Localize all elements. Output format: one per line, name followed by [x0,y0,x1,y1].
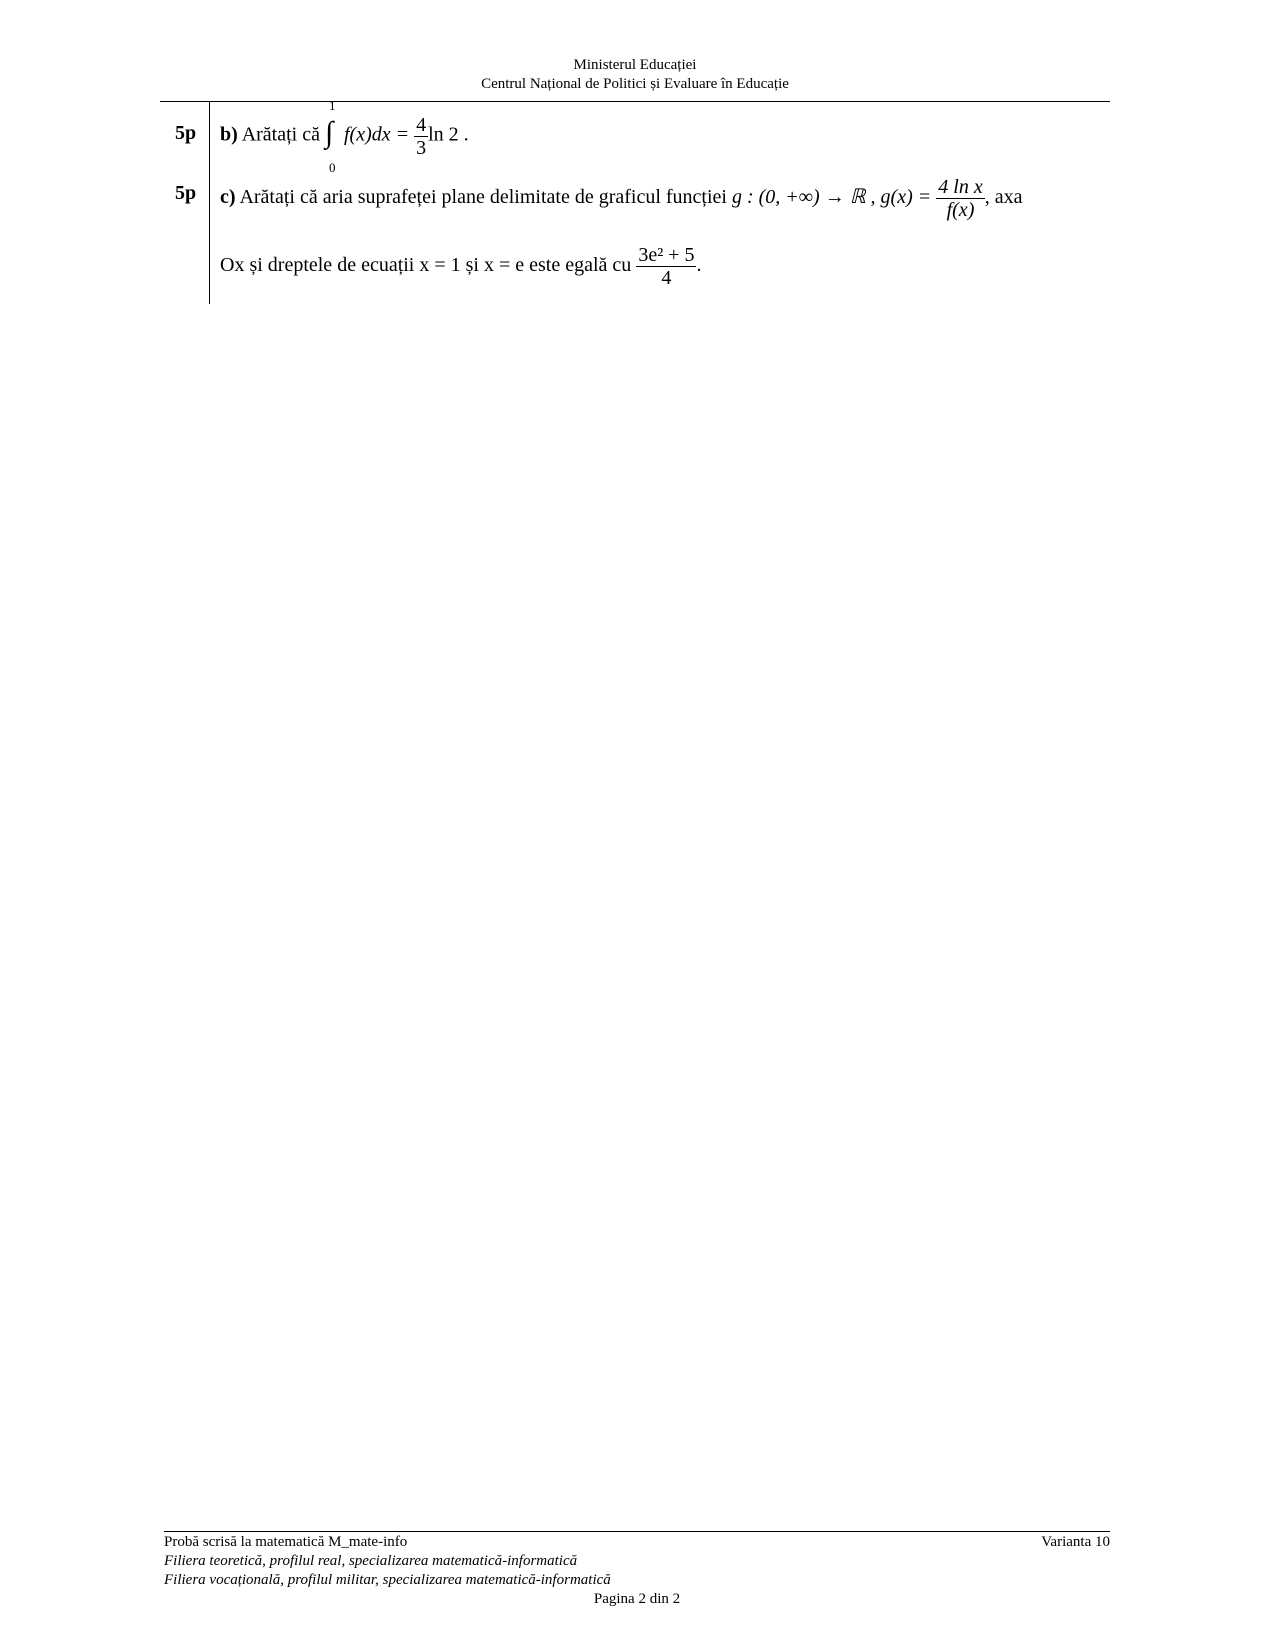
variant-label: Varianta 10 [1041,1534,1110,1550]
points-c: 5p [175,182,197,204]
header-rule [160,101,1110,102]
integrand: f(x)dx = [343,123,415,146]
item-c-end: . [696,254,702,277]
page-number: Pagina 2 din 2 [593,1591,681,1607]
function-definition: g : (0, +∞) → ℝ , g(x) = [731,186,937,209]
item-c-text1: Arătați că aria suprafeței plane delimitate de graficul funcției [235,186,732,209]
fraction-numerator: 4 [416,113,427,136]
fraction-denominator: 4 [661,267,672,289]
footer-exam: Probă scrisă la matematică M_mate-info [164,1534,408,1550]
fraction-4lnx-fx [936,176,984,221]
exercise-c-line1 [220,176,1022,221]
footer-rule [164,1531,1110,1532]
item-letter-b: b) [220,123,238,146]
item-c-text2: , axa [984,186,1023,209]
fraction-4-3 [414,114,428,159]
item-b-text: Arătați că [237,123,325,146]
points-column-divider [209,102,210,304]
footer-track-theoretical: Filiera teoretică, profilul real, specializarea matematică-informatică [164,1553,578,1569]
item-b-tail: ln 2 . [428,123,469,146]
footer-track-vocational: Filiera vocațională, profilul militar, specializarea matematică-informatică [164,1572,611,1588]
exercise-b [220,98,469,175]
integral-lower: 0 [328,160,336,175]
item-c-text3: Ox și dreptele de ecuații x = 1 și x = e este egală cu [220,254,637,277]
integral-sign: 1 ∫ 0 [324,98,336,175]
fraction-numerator: 3e² + 5 [638,244,695,266]
header-center: Centrul Național de Politici și Evaluare în Educație [481,76,789,92]
fraction-denominator: f(x) [946,199,975,221]
page-footer [164,1533,1110,1609]
fraction-numerator: 4 ln x [938,176,983,198]
points-b: 5p [175,122,197,144]
fraction-area [636,244,696,289]
exercise-c-line2 [220,244,701,289]
integral-upper: 1 [328,98,336,113]
item-letter-c: c) [220,186,236,209]
header-ministry: Ministerul Educației [573,57,697,73]
page-header [160,56,1110,94]
fraction-denominator: 3 [416,136,427,159]
